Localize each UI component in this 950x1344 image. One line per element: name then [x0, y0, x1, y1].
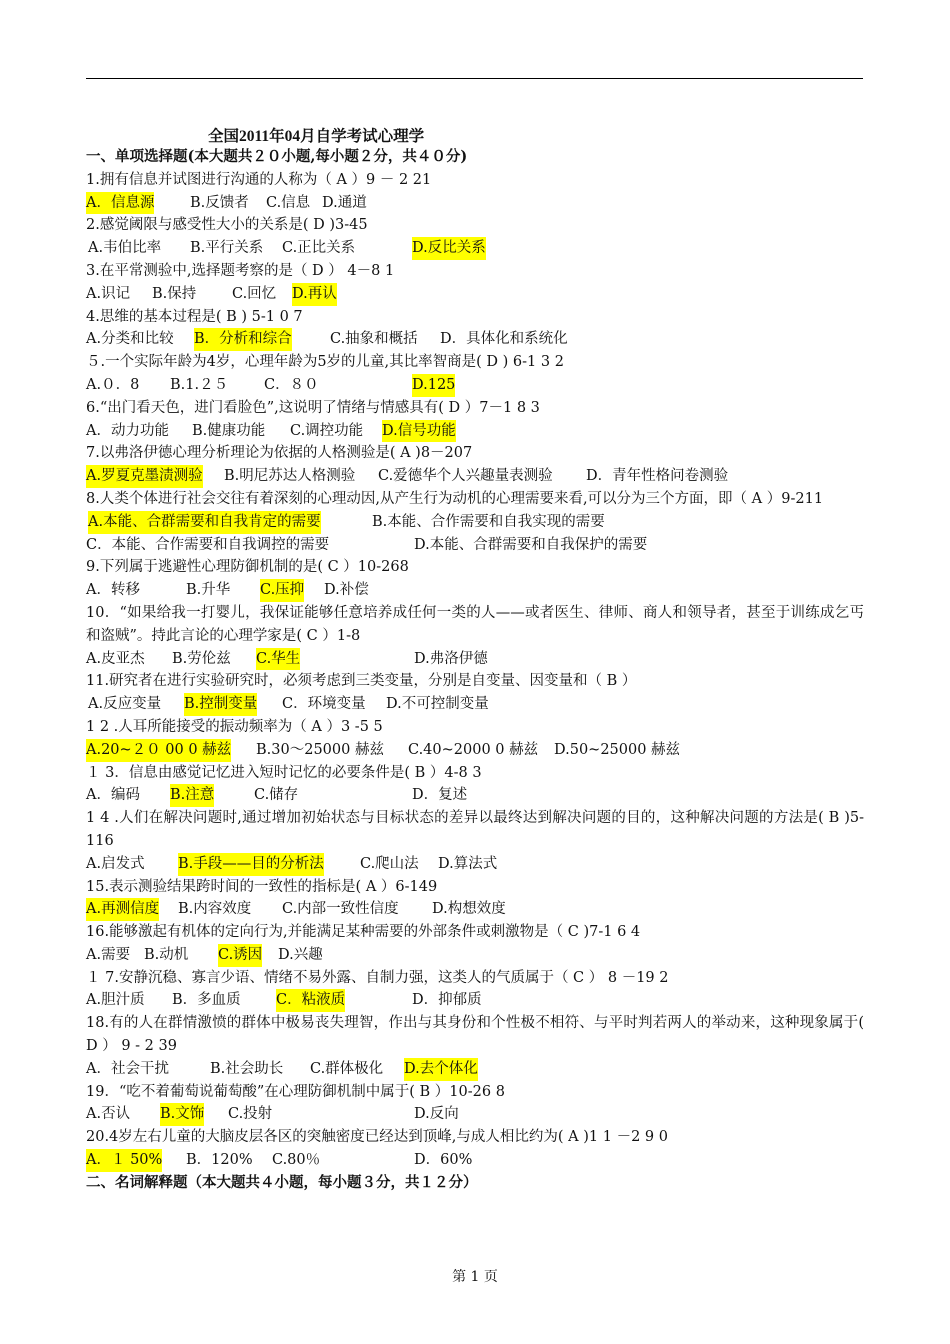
options-6	[86, 420, 864, 443]
option-b: B.1.２５	[170, 376, 229, 393]
question-11: 11.研究者在进行实验研究时，必须考虑到三类变量，分别是自变量、因变量和（ B ）	[86, 673, 637, 690]
question-10: 10．“如果给我一打婴儿，我保证能够任意培养成任何一类的人——或者医生、律师、商人和领导者，甚至于训练成乞丐和盗贼”。持此言论的心理学家是( C ）1-8	[86, 604, 864, 644]
question-18: 18.有的人在群情激愤的群体中极易丧失理智，作出与其身份和个性极不相符、与平时判若两人的举动来，这种现象属于( D ） 9 - 2 39	[86, 1015, 864, 1055]
option-a: A．编码	[86, 787, 140, 804]
question-15: 15.表示测验结果跨时间的一致性的指标是( A ）6-149	[86, 878, 438, 895]
option-d: D.去个体化	[404, 1058, 478, 1081]
option-d: D.反比关系	[412, 237, 486, 260]
question-13: １ 3．信息由感觉记忆进入短时记忆的必要条件是( B ）4-8 3	[86, 764, 482, 781]
option-b: B.平行关系	[190, 240, 264, 257]
option-c: C．８０	[264, 376, 319, 393]
option-d: D．具体化和系统化	[440, 331, 568, 348]
options-8a	[86, 511, 864, 534]
option-c: C.40~2000 0 赫兹	[408, 741, 539, 758]
option-a: A.反应变量	[88, 696, 162, 713]
option-c: C．本能、合作需要和自我调控的需要	[86, 536, 330, 553]
options-12	[86, 739, 864, 762]
option-d: D.50~25000 赫兹	[554, 741, 681, 758]
option-b: B.健康功能	[192, 422, 266, 439]
question-5: ５.一个实际年龄为4岁，心理年龄为5岁的儿童,其比率智商是( D ) 6-1 3 2	[86, 354, 564, 371]
option-a: A.皮亚杰	[86, 650, 145, 667]
option-b: B．分析和综合	[194, 328, 292, 351]
question-9: 9.下列属于逃避性心理防御机制的是( C ）10-268	[86, 559, 409, 576]
options-10	[86, 648, 864, 671]
section-heading: 二、名词解释题（本大题共４小题，每小题３分，共１２分）	[86, 1173, 478, 1191]
options-17	[86, 989, 864, 1012]
option-b: B.保持	[152, 285, 197, 302]
option-c: C．环境变量	[282, 696, 366, 713]
question-2: 2.感觉阈限与感受性大小的关系是( D )3-45	[86, 217, 368, 234]
options-2	[86, 237, 864, 260]
question-1: 1.拥有信息并试图进行沟通的人称为（ A ）9 － 2 21	[86, 171, 432, 188]
options-19	[86, 1103, 864, 1126]
option-a: A.胆汁质	[86, 992, 145, 1009]
option-c: C.爬山法	[360, 855, 419, 872]
page-number: 第 1 页	[452, 1269, 498, 1285]
option-b: B.30～25000 赫兹	[256, 741, 384, 758]
option-d: D．青年性格问卷测验	[586, 468, 729, 485]
option-c: C.华生	[256, 648, 300, 671]
option-c: C.投射	[228, 1106, 273, 1123]
option-b: B.劳伦兹	[172, 650, 231, 667]
question-19: 19．“吃不着葡萄说葡萄酸”在心理防御机制中属于( B ）10-26 8	[86, 1083, 505, 1100]
options-7	[86, 465, 864, 488]
option-a: A．动力功能	[86, 422, 169, 439]
option-b: B．120%	[186, 1152, 253, 1169]
option-a: A．信息源	[86, 192, 154, 215]
options-15	[86, 898, 864, 921]
option-a: A.分类和比较	[86, 331, 174, 348]
option-c: C.内部一致性信度	[282, 901, 399, 918]
option-c: C.爱德华个人兴趣量表测验	[378, 468, 553, 485]
option-a: A.否认	[86, 1106, 131, 1123]
options-11	[86, 693, 864, 716]
option-b: B.控制变量	[184, 693, 257, 716]
question-14: 1 4 .人们在解决问题时,通过增加初始状态与目标状态的差异以最终达到解决问题的目的，这种解决问题的方法是( B )5-116	[86, 810, 864, 849]
option-a: A.需要	[86, 946, 131, 963]
options-14	[86, 853, 864, 876]
question-3: 3.在平常测验中,选择题考察的是（ D ） 4－8 1	[86, 262, 395, 279]
header-rule	[86, 78, 863, 79]
options-5	[86, 374, 864, 397]
option-a: A.启发式	[86, 855, 145, 872]
options-8b	[86, 534, 864, 557]
option-a: A.识记	[86, 285, 131, 302]
option-a: A．社会干扰	[86, 1060, 169, 1077]
option-a: A.再测信度	[86, 898, 159, 921]
option-b: B.本能、合作需要和自我实现的需要	[372, 513, 605, 530]
options-16	[86, 944, 864, 967]
option-c: C.回忆	[232, 285, 277, 302]
options-13	[86, 784, 864, 807]
document-title: 全国2011年04月自学考试心理学	[208, 128, 425, 145]
option-c: C.压抑	[260, 579, 304, 602]
option-c: C.信息	[266, 194, 311, 211]
option-c: C.群体极化	[310, 1060, 384, 1077]
option-b: B.社会助长	[210, 1060, 284, 1077]
options-9	[86, 579, 864, 602]
question-8: 8.人类个体进行社会交往有着深刻的心理动因,从产生行为动机的心理需要来看,可以分为三个方面，即（ A ）9-211	[86, 490, 824, 507]
options-20	[86, 1149, 864, 1172]
option-c: C.储存	[254, 787, 299, 804]
option-b: B.明尼苏达人格测验	[224, 468, 356, 485]
question-12: 1 2 .人耳所能接受的振动频率为（ A ）3 -5 5	[86, 718, 383, 735]
option-b: B.内容效度	[178, 901, 252, 918]
option-a: A．转移	[86, 582, 140, 599]
option-a: A.韦伯比率	[88, 240, 162, 257]
question-17: １ 7.安静沉稳、寡言少语、情绪不易外露、自制力强，这类人的气质属于（ C ） 8 －19 2	[86, 969, 669, 986]
option-d: D.兴趣	[278, 946, 323, 963]
option-d: D.弗洛伊德	[414, 650, 488, 667]
option-d: D.补偿	[324, 582, 369, 599]
option-a: A.本能、合群需要和自我肯定的需要	[88, 511, 321, 534]
option-a: A.罗夏克墨渍测验	[86, 465, 203, 488]
question-6: 6.“出门看天色，进门看脸色”,这说明了情绪与情感具有( D ）7－1 8 3	[86, 399, 540, 416]
option-d: D.本能、合群需要和自我保护的需要	[414, 536, 648, 553]
option-a: A．１ 50%	[86, 1149, 162, 1172]
option-b: B．多血质	[172, 992, 241, 1009]
options-4	[86, 328, 864, 351]
options-1	[86, 192, 864, 215]
exam-content	[86, 146, 864, 1195]
option-a: A.20~２０ 00 0 赫兹	[86, 739, 231, 762]
options-18	[86, 1058, 864, 1081]
question-20: 20.4岁左右儿童的大脑皮层各区的突触密度已经达到顶峰,与成人相比约为( A )1 1 －2 9 0	[86, 1129, 668, 1146]
option-d: D．复述	[412, 787, 468, 804]
option-b: B.反馈者	[190, 194, 249, 211]
option-d: D.信号功能	[382, 420, 456, 443]
option-d: D.通道	[322, 194, 367, 211]
option-c: C.正比关系	[282, 240, 356, 257]
option-b: B.动机	[144, 946, 189, 963]
option-b: B.升华	[186, 582, 231, 599]
option-d: D.再认	[292, 283, 337, 306]
option-b: B.注意	[170, 784, 214, 807]
option-d: D．抑郁质	[412, 992, 482, 1009]
option-c: C.调控功能	[290, 422, 364, 439]
option-d: D.算法式	[438, 855, 498, 872]
option-c: C.80％	[272, 1152, 321, 1169]
question-7: 7.以弗洛伊德心理分析理论为依据的人格测验是( A )8－207	[86, 445, 473, 462]
option-c: C.诱因	[218, 944, 262, 967]
options-3	[86, 283, 864, 306]
option-b: B.文饰	[160, 1103, 204, 1126]
section-heading: 一、单项选择题(本大题共２０小题,每小题２分，共４０分)	[86, 148, 468, 165]
option-d: D.构想效度	[432, 901, 506, 918]
question-4: 4.思维的基本过程是( B ) 5-1 0 7	[86, 308, 303, 325]
option-a: A.０．8	[86, 376, 140, 393]
option-c: C．粘液质	[276, 989, 345, 1012]
option-d: D．60%	[414, 1152, 473, 1169]
option-c: C.抽象和概括	[330, 331, 418, 348]
option-d: D.反向	[414, 1106, 459, 1123]
question-16: 16.能够激起有机体的定向行为,并能满足某种需要的外部条件或刺激物是（ C )7-1 6 4	[86, 924, 641, 941]
option-d: D.125	[412, 374, 455, 397]
option-b: B.手段——目的分析法	[178, 853, 324, 876]
option-d: D.不可控制变量	[386, 696, 489, 713]
